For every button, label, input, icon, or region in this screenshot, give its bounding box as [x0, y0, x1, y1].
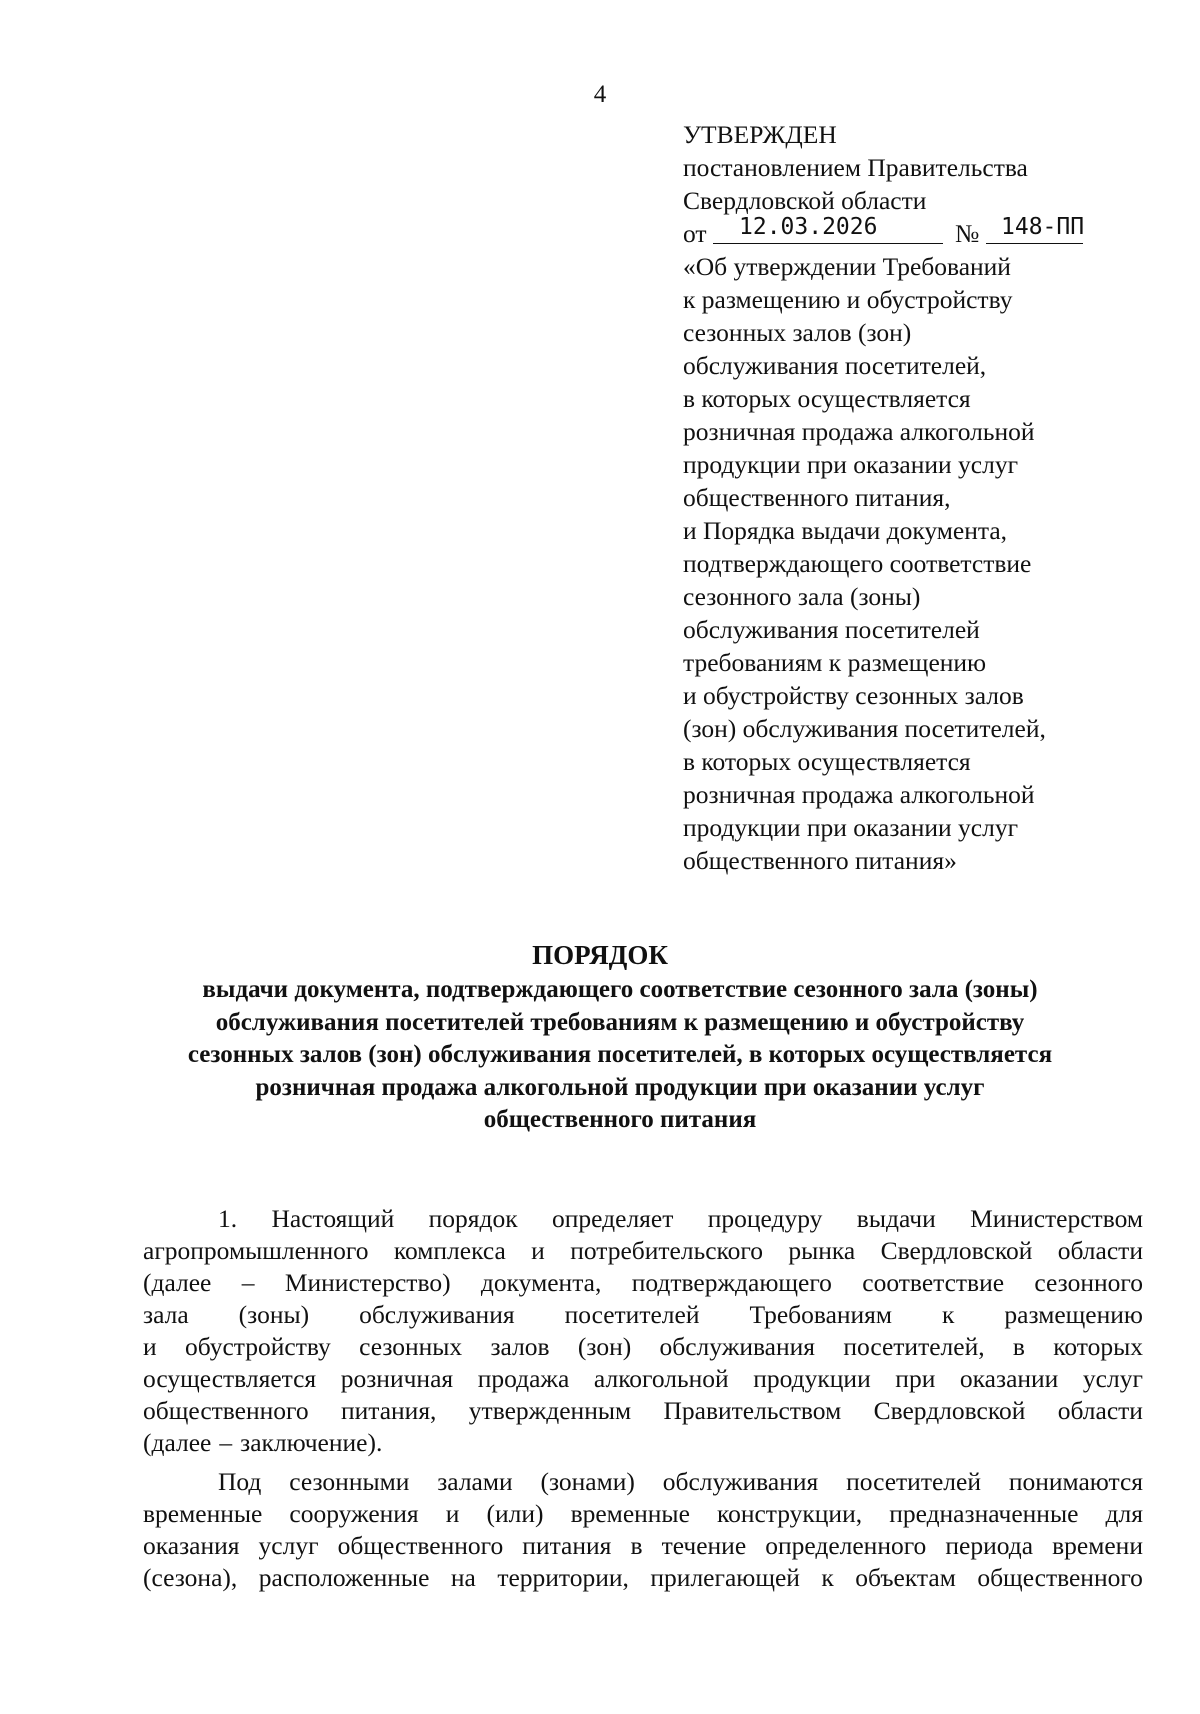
word: на [450, 1563, 476, 1592]
word: предназначенные [889, 1499, 1079, 1528]
word: (зон) [577, 1332, 632, 1361]
paragraph-line [143, 1562, 1143, 1594]
word: утвержденным [468, 1396, 632, 1425]
subtitle-line: розничная продажа алкогольной продукции при оказании услуг [255, 1073, 985, 1101]
word: конструкции, [716, 1499, 863, 1528]
date-prefix: от [683, 219, 707, 248]
word: залов [490, 1332, 550, 1361]
number-value: 148-ПП [1001, 214, 1085, 240]
word: оказания [143, 1531, 240, 1560]
word: времени [1052, 1531, 1143, 1560]
word: залами [437, 1467, 513, 1496]
resolution-title-line: к размещению и обустройству [683, 285, 1013, 314]
word: области [1057, 1396, 1143, 1425]
word: питания [522, 1531, 612, 1560]
word: Министерство) [284, 1268, 451, 1297]
resolution-title-line: (зон) обслуживания посетителей, [683, 714, 1046, 743]
word: процедуру [707, 1204, 823, 1233]
number-sign: № [955, 219, 980, 248]
word: обслуживания [659, 1332, 816, 1361]
word: понимаются [1008, 1467, 1143, 1496]
word: к [942, 1300, 955, 1329]
page-number: 4 [593, 81, 607, 108]
word: осуществляется [143, 1364, 317, 1393]
paragraph-line [143, 1299, 1143, 1331]
paragraph-line [143, 1203, 1143, 1235]
word: в [1012, 1332, 1025, 1361]
word: общественного [143, 1396, 309, 1425]
word: сооружения [289, 1499, 419, 1528]
paragraph-line [143, 1363, 1143, 1395]
resolution-title-line: в которых осуществляется [683, 384, 971, 413]
word: прилегающей [650, 1563, 800, 1592]
resolution-title-line: подтверждающего соответствие [683, 549, 1032, 578]
approval-heading: УТВЕРЖДЕН [683, 120, 837, 149]
paragraph-line [143, 1530, 1143, 1562]
resolution-title-line: общественного питания, [683, 483, 951, 512]
resolution-title-line: продукции при оказании услуг [683, 813, 1019, 842]
word: объектам [855, 1563, 956, 1592]
subtitle-line: выдачи документа, подтверждающего соответствие сезонного зала (зоны) [202, 976, 1038, 1003]
word: рынка [788, 1236, 856, 1265]
word: сезонными [289, 1467, 410, 1496]
word: (сезона), [143, 1563, 238, 1592]
word: сезонного [1034, 1268, 1143, 1297]
paragraph-line [143, 1427, 1143, 1459]
paragraph-1 [143, 1203, 1143, 1459]
word: алкогольной [593, 1364, 729, 1393]
word: (далее [143, 1268, 212, 1297]
word: размещению [1004, 1300, 1143, 1329]
resolution-title-line: розничная продажа алкогольной [683, 417, 1035, 446]
resolution-title-line: и Порядка выдачи документа, [683, 516, 1008, 545]
word: определяет [552, 1204, 674, 1233]
word: и [531, 1236, 545, 1265]
word: Правительством [663, 1396, 842, 1425]
word: продажа [477, 1364, 570, 1393]
resolution-title-line: сезонного зала (зоны) [683, 582, 921, 611]
word: продукции [753, 1364, 871, 1393]
approval-line: постановлением Правительства [683, 153, 1028, 182]
word: подтверждающего [631, 1268, 832, 1297]
word: агропромышленного [143, 1236, 369, 1265]
word: течение [661, 1531, 747, 1560]
paragraph-line [143, 1267, 1143, 1299]
word: обустройству [184, 1332, 331, 1361]
subtitle-line: общественного питания [483, 1106, 757, 1133]
word: порядок [428, 1204, 518, 1233]
word: области [1057, 1236, 1143, 1265]
word: и [143, 1332, 157, 1361]
paragraph-line [143, 1395, 1143, 1427]
paragraph-line [143, 1331, 1143, 1363]
word: заключение). [240, 1428, 383, 1457]
word: территории, [497, 1563, 629, 1592]
word: сезонных [359, 1332, 463, 1361]
word: Требованиям [749, 1300, 893, 1329]
document-body [143, 1203, 1143, 1594]
paragraph-line [143, 1466, 1143, 1498]
word: временные [143, 1499, 263, 1528]
subtitle-line: обслуживания посетителей требованиям к размещению и обустройству [215, 1008, 1025, 1036]
resolution-title-line: обслуживания посетителей, [683, 351, 987, 380]
word: питания, [340, 1396, 437, 1425]
word: Свердловской [873, 1396, 1026, 1425]
word: при [895, 1364, 936, 1393]
word: документа, [480, 1268, 602, 1297]
word: соответствие [862, 1268, 1005, 1297]
word: (зоны) [238, 1300, 310, 1329]
word: услуг [258, 1531, 319, 1560]
approval-line: Свердловской области [683, 186, 927, 215]
word: Министерством [970, 1204, 1143, 1233]
resolution-title-line: общественного питания» [683, 846, 957, 875]
approval-block [683, 118, 1163, 877]
paragraph-2 [143, 1466, 1143, 1594]
resolution-title-line: в которых осуществляется [683, 747, 971, 776]
resolution-title-line: розничная продажа алкогольной [683, 780, 1035, 809]
paragraph-line [143, 1235, 1143, 1267]
word: которых [1053, 1332, 1143, 1361]
date-value: 12.03.2026 [739, 214, 878, 240]
word: Под [218, 1467, 262, 1496]
word: в [630, 1531, 643, 1560]
word: обслуживания [662, 1467, 819, 1496]
resolution-title-line: продукции при оказании услуг [683, 450, 1019, 479]
word: периода [945, 1531, 1034, 1560]
word: (далее [143, 1428, 212, 1457]
resolution-title-line: обслуживания посетителей [683, 615, 980, 644]
word: посетителей [564, 1300, 700, 1329]
word: общественного [977, 1563, 1143, 1592]
word: и [445, 1499, 460, 1528]
word: потребительского [570, 1236, 763, 1265]
word: 1. [218, 1204, 238, 1233]
word: комплекса [393, 1236, 506, 1265]
word: посетителей, [843, 1332, 985, 1361]
resolution-title-line: сезонных залов (зон) [683, 318, 912, 347]
word: расположенные [258, 1563, 430, 1592]
word: общественного [337, 1531, 504, 1560]
word: (или) [486, 1499, 544, 1528]
word: посетителей [846, 1467, 981, 1496]
word: выдачи [856, 1204, 936, 1233]
subtitle-line: сезонных залов (зон) обслуживания посетителей, в которых осуществляется [187, 1041, 1053, 1068]
word: Настоящий [271, 1204, 395, 1233]
word: для [1105, 1499, 1143, 1528]
resolution-title-line: и обустройству сезонных залов [683, 681, 1024, 710]
word: определенного [765, 1531, 927, 1560]
document-title: ПОРЯДОК [532, 940, 668, 970]
word: (зонами) [540, 1467, 635, 1496]
word: розничная [340, 1364, 454, 1393]
word: услуг [1082, 1364, 1143, 1393]
word: – [241, 1268, 255, 1297]
resolution-title-line: требованиям к размещению [683, 648, 987, 677]
word: оказании [959, 1364, 1059, 1393]
word: зала [143, 1300, 189, 1329]
word: обслуживания [359, 1300, 515, 1329]
word: временные [570, 1499, 690, 1528]
word: – [219, 1428, 233, 1457]
document-subtitle [120, 974, 1120, 1137]
word: к [821, 1563, 834, 1592]
word: Свердловской [880, 1236, 1033, 1265]
approval-date-line [683, 214, 1163, 250]
paragraph-line [143, 1498, 1143, 1530]
resolution-title-line: «Об утверждении Требований [683, 252, 1011, 281]
